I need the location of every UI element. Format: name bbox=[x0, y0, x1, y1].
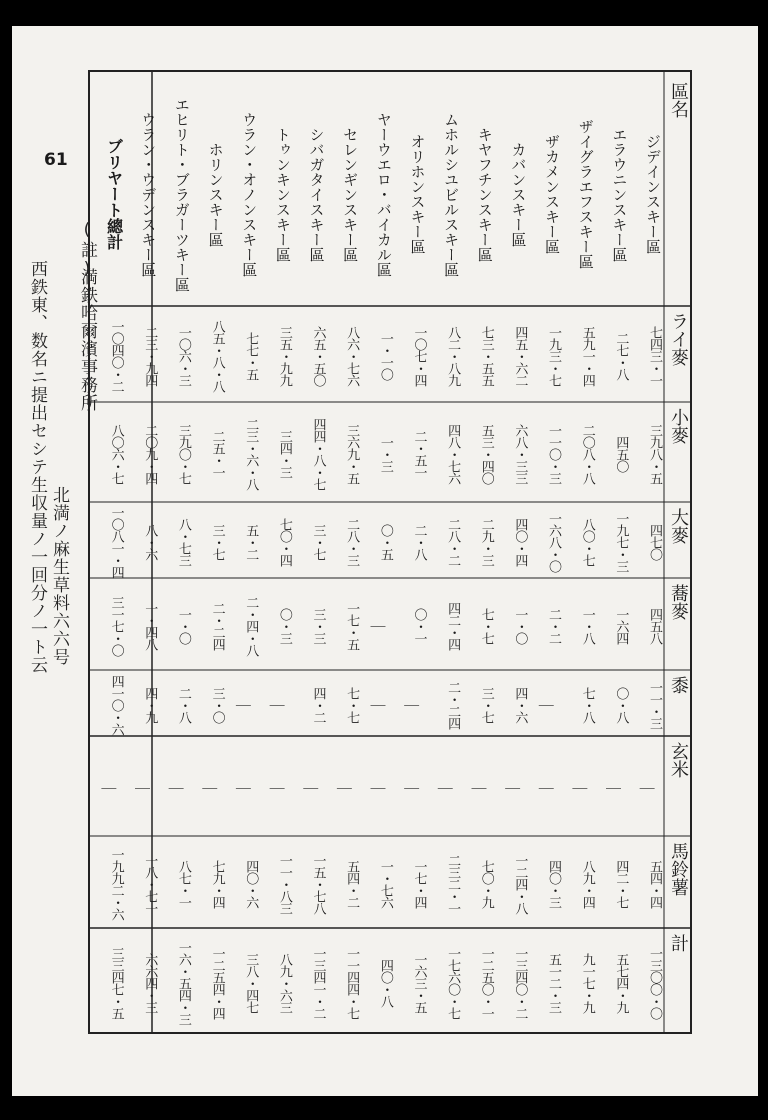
cell-millet: 四・二 bbox=[310, 687, 326, 723]
cell-brown-rice: ｜ bbox=[637, 780, 656, 796]
cell-wheat: 一一〇・三 bbox=[546, 424, 562, 484]
cell-brown-rice: ｜ bbox=[368, 780, 387, 796]
cell-rye: 一・一〇 bbox=[377, 332, 393, 380]
cell-buckwheat: 三・三 bbox=[310, 608, 326, 644]
district-name: トゥンキンスキー區 bbox=[273, 126, 292, 262]
total-cell-wheat: 八〇六・七 bbox=[108, 424, 124, 484]
district-name: ザイグラエフスキー區 bbox=[576, 119, 595, 269]
cell-potato: 二三二・一 bbox=[445, 854, 461, 914]
header-barley: 大麥 bbox=[668, 508, 689, 544]
cell-rye: 四五・六二 bbox=[512, 326, 528, 386]
cell-buckwheat: 一・〇 bbox=[175, 608, 191, 644]
district-name: オリホンスキー區 bbox=[408, 134, 427, 254]
district-name: キヤフチンスキー區 bbox=[475, 126, 494, 262]
cell-potato: 四二・七 bbox=[613, 860, 629, 908]
cell-potato: 一・七六 bbox=[377, 860, 393, 908]
cell-potato: 八九・四 bbox=[579, 860, 595, 908]
note-mark: (註) bbox=[77, 220, 97, 280]
header-millet: 黍 bbox=[668, 676, 689, 694]
cell-barley: 二九・三 bbox=[478, 518, 494, 566]
cell-potato: 一七・四 bbox=[411, 860, 427, 908]
cell-total: 五七四・九 bbox=[613, 952, 629, 1013]
cell-brown-rice: ｜ bbox=[469, 780, 488, 796]
cell-rye: 七三・五五 bbox=[478, 326, 494, 386]
cell-buckwheat: 七・七 bbox=[478, 608, 494, 644]
cell-potato: 四〇・三 bbox=[546, 860, 562, 908]
cell-rye: 八六・七六 bbox=[344, 326, 360, 386]
cell-wheat: 五三・四〇 bbox=[478, 424, 494, 484]
district-name: ムホルシユビルスキー區 bbox=[442, 111, 461, 277]
cell-millet: 三・〇 bbox=[209, 687, 225, 723]
cell-millet: ｜ bbox=[233, 697, 252, 713]
total-cell-millet: 四一〇・六 bbox=[108, 675, 124, 735]
harvest-table bbox=[88, 70, 692, 1034]
cell-barley: 七〇・四 bbox=[276, 518, 292, 566]
total-row-name: ブリヤート總計 bbox=[104, 138, 124, 250]
district-name: ザカメンスキー區 bbox=[543, 134, 562, 254]
header-total: 計 bbox=[668, 934, 689, 952]
cell-total: 一二五〇・一 bbox=[478, 946, 494, 1019]
cell-rye: 三五・九九 bbox=[276, 326, 292, 386]
district-name: カバンスキー區 bbox=[509, 141, 528, 247]
cell-rye: 七四三・一 bbox=[646, 326, 662, 386]
header-buckwheat: 蕎麥 bbox=[668, 584, 689, 620]
cell-total: 五一二・三 bbox=[546, 952, 562, 1013]
cell-wheat: 六八・三三 bbox=[512, 424, 528, 484]
cell-wheat: 三四・三 bbox=[276, 430, 292, 478]
note-line-1b: 北満ノ麻生草料六六号 bbox=[49, 486, 69, 666]
cell-potato: 一一・八三 bbox=[276, 854, 292, 914]
total-cell-potato: 一九九二・六 bbox=[108, 848, 124, 920]
district-name: ウラン・ウデンスキー區 bbox=[139, 111, 158, 277]
cell-millet: 二・八 bbox=[175, 687, 191, 723]
cell-wheat: 三九〇・七 bbox=[175, 424, 191, 484]
cell-total: 一三四一・二 bbox=[310, 946, 326, 1019]
cell-rye: 八二・八九 bbox=[445, 326, 461, 386]
scan-border bbox=[0, 0, 768, 26]
cell-barley: 一六八・〇 bbox=[546, 512, 562, 572]
cell-wheat: 二〇九・四 bbox=[142, 424, 158, 484]
cell-brown-rice: ｜ bbox=[570, 780, 589, 796]
cell-buckwheat: 〇・一 bbox=[411, 608, 427, 644]
cell-rye: 一〇七・四 bbox=[411, 326, 427, 386]
cell-rye: 六五・五〇 bbox=[310, 326, 326, 386]
cell-potato: 五四・四 bbox=[646, 860, 662, 908]
cell-brown-rice: ｜ bbox=[267, 780, 286, 796]
cell-wheat: 四五〇 bbox=[613, 436, 629, 472]
cell-buckwheat: 二・二 bbox=[546, 608, 562, 644]
cell-wheat: 二・五一 bbox=[411, 430, 427, 478]
cell-total: 一三四〇・二 bbox=[512, 946, 528, 1019]
total-cell-total: 三三四七・五 bbox=[108, 946, 124, 1019]
header-wheat: 小麥 bbox=[668, 408, 689, 444]
header-potato: 馬鈴薯 bbox=[668, 842, 689, 896]
cell-barley: 八〇・七 bbox=[579, 518, 595, 566]
cell-total: 一七六〇・七 bbox=[445, 946, 461, 1019]
total-cell-buckwheat: 三一七・〇 bbox=[108, 596, 124, 656]
cell-millet: ｜ bbox=[368, 697, 387, 713]
cell-barley: 八・七三 bbox=[175, 518, 191, 566]
cell-potato: 七九・四 bbox=[209, 860, 225, 908]
cell-wheat: 四八・七六 bbox=[445, 424, 461, 484]
cell-buckwheat: 〇・三 bbox=[276, 608, 292, 644]
district-name: ホリンスキー區 bbox=[206, 141, 225, 247]
cell-barley: 三・七 bbox=[209, 524, 225, 560]
cell-buckwheat: 一・〇 bbox=[512, 608, 528, 644]
cell-potato: 五四・二 bbox=[344, 860, 360, 908]
cell-total: 九一七・九 bbox=[579, 952, 595, 1013]
cell-potato: 一五・七八 bbox=[310, 854, 326, 914]
cell-brown-rice: ｜ bbox=[301, 780, 320, 796]
cell-barley: 四〇・四 bbox=[512, 518, 528, 566]
cell-brown-rice: ｜ bbox=[402, 780, 421, 796]
cell-rye: 一九三・七 bbox=[546, 326, 562, 386]
cell-rye: 二三・九四 bbox=[142, 326, 158, 386]
cell-total: 一二五四・四 bbox=[209, 946, 225, 1019]
cell-total: 四〇・八 bbox=[377, 958, 393, 1007]
cell-millet: ｜ bbox=[536, 697, 555, 713]
cell-barley: 一九七・三 bbox=[613, 512, 629, 572]
cell-wheat: 三九八・五 bbox=[646, 424, 662, 484]
district-name: エラウニンスキー區 bbox=[610, 126, 629, 262]
cell-rye: 一〇六・三 bbox=[175, 326, 191, 386]
cell-millet: 二・二四 bbox=[445, 681, 461, 729]
cell-buckwheat: 二・二四 bbox=[209, 602, 225, 650]
cell-total: 一三〇〇・〇 bbox=[646, 946, 662, 1019]
cell-brown-rice: ｜ bbox=[166, 780, 185, 796]
header-brown-rice: 玄米 bbox=[668, 742, 689, 778]
cell-rye: 五九一・四 bbox=[579, 326, 595, 386]
cell-rye: 七七・五 bbox=[243, 332, 259, 380]
note-line-2: 西鉄東、数名ニ提出セシテ生収量ノ一回分ノ一ト云 bbox=[27, 260, 47, 674]
total-cell-brown-rice: ｜ bbox=[99, 780, 118, 796]
header-district: 區名 bbox=[668, 82, 689, 118]
cell-barley: 二・八 bbox=[411, 524, 427, 560]
total-cell-rye: 一〇四〇・二 bbox=[108, 320, 124, 392]
cell-brown-rice: ｜ bbox=[200, 780, 219, 796]
cell-brown-rice: ｜ bbox=[233, 780, 252, 796]
cell-total: 一六・五四・三 bbox=[175, 940, 191, 1025]
cell-rye: 二七・八 bbox=[613, 332, 629, 380]
cell-barley: 四七〇 bbox=[646, 524, 662, 560]
cell-wheat: 三六九・五 bbox=[344, 424, 360, 484]
cell-wheat: 四四・八・七 bbox=[310, 418, 326, 490]
cell-potato: 八七・一 bbox=[175, 860, 191, 908]
cell-brown-rice: ｜ bbox=[536, 780, 555, 796]
cell-potato: 一二四・八 bbox=[512, 854, 528, 914]
cell-millet: 七・七 bbox=[344, 687, 360, 723]
cell-barley: 二八・二 bbox=[445, 518, 461, 566]
district-name: セレンギンスキー區 bbox=[341, 126, 360, 262]
cell-millet: 四・六 bbox=[512, 687, 528, 723]
district-name: シバガタイスキー區 bbox=[307, 126, 326, 262]
header-rye: ライ麥 bbox=[668, 312, 689, 366]
cell-total: 三八・四七 bbox=[243, 952, 259, 1013]
cell-wheat: 二〇八・八 bbox=[579, 424, 595, 484]
cell-buckwheat: 四五八 bbox=[646, 608, 662, 644]
cell-millet: ｜ bbox=[402, 697, 421, 713]
district-name: ジデインスキー區 bbox=[643, 134, 662, 254]
cell-buckwheat: ｜ bbox=[368, 618, 387, 634]
cell-buckwheat: 一・八 bbox=[579, 608, 595, 644]
cell-total: 一一四四・七 bbox=[344, 946, 360, 1019]
district-name: ヤーウエロ・バイカル區 bbox=[374, 111, 393, 277]
cell-brown-rice: ｜ bbox=[435, 780, 454, 796]
cell-millet: 〇・八 bbox=[613, 687, 629, 723]
cell-barley: 二八・三 bbox=[344, 518, 360, 566]
cell-millet: 一一・三 bbox=[646, 681, 662, 729]
cell-wheat: 二三・六・八 bbox=[243, 418, 259, 490]
cell-barley: 三・七 bbox=[310, 524, 326, 560]
cell-total: 一六三・五 bbox=[411, 952, 427, 1013]
total-cell-barley: 一〇八一・四 bbox=[108, 506, 124, 578]
cell-millet: ｜ bbox=[267, 697, 286, 713]
cell-millet: 七・八 bbox=[579, 687, 595, 723]
cell-wheat: 一・三 bbox=[377, 436, 393, 472]
cell-potato: 四〇・六 bbox=[243, 860, 259, 908]
cell-brown-rice: ｜ bbox=[132, 780, 151, 796]
cell-millet: 三・七 bbox=[478, 687, 494, 723]
cell-brown-rice: ｜ bbox=[334, 780, 353, 796]
cell-millet: 四・九 bbox=[142, 687, 158, 723]
page-number: 61 bbox=[44, 150, 68, 170]
cell-potato: 一八・七一 bbox=[142, 854, 158, 914]
cell-rye: 八五・八・八 bbox=[209, 320, 225, 392]
cell-barley: 八・六 bbox=[142, 524, 158, 560]
cell-buckwheat: 四二・四 bbox=[445, 602, 461, 650]
cell-total: 八九・六三 bbox=[276, 952, 292, 1013]
cell-brown-rice: ｜ bbox=[503, 780, 522, 796]
cell-brown-rice: ｜ bbox=[604, 780, 623, 796]
note-line-1: 満鉄哈爾濱事務所 bbox=[77, 268, 97, 412]
cell-wheat: 二五・一 bbox=[209, 430, 225, 478]
cell-barley: 〇・五 bbox=[377, 524, 393, 560]
district-name: ウラン・オノンスキー區 bbox=[240, 111, 259, 277]
district-name: エヒリト・ブラガーツキー區 bbox=[172, 96, 191, 292]
cell-buckwheat: 一七・五 bbox=[344, 602, 360, 650]
cell-buckwheat: 一六四 bbox=[613, 608, 629, 644]
cell-total: 六六四・三 bbox=[142, 952, 158, 1013]
cell-buckwheat: 二・四・八 bbox=[243, 596, 259, 656]
cell-barley: 五・二 bbox=[243, 524, 259, 560]
cell-potato: 七〇・九 bbox=[478, 860, 494, 908]
cell-buckwheat: 一・四八 bbox=[142, 602, 158, 650]
